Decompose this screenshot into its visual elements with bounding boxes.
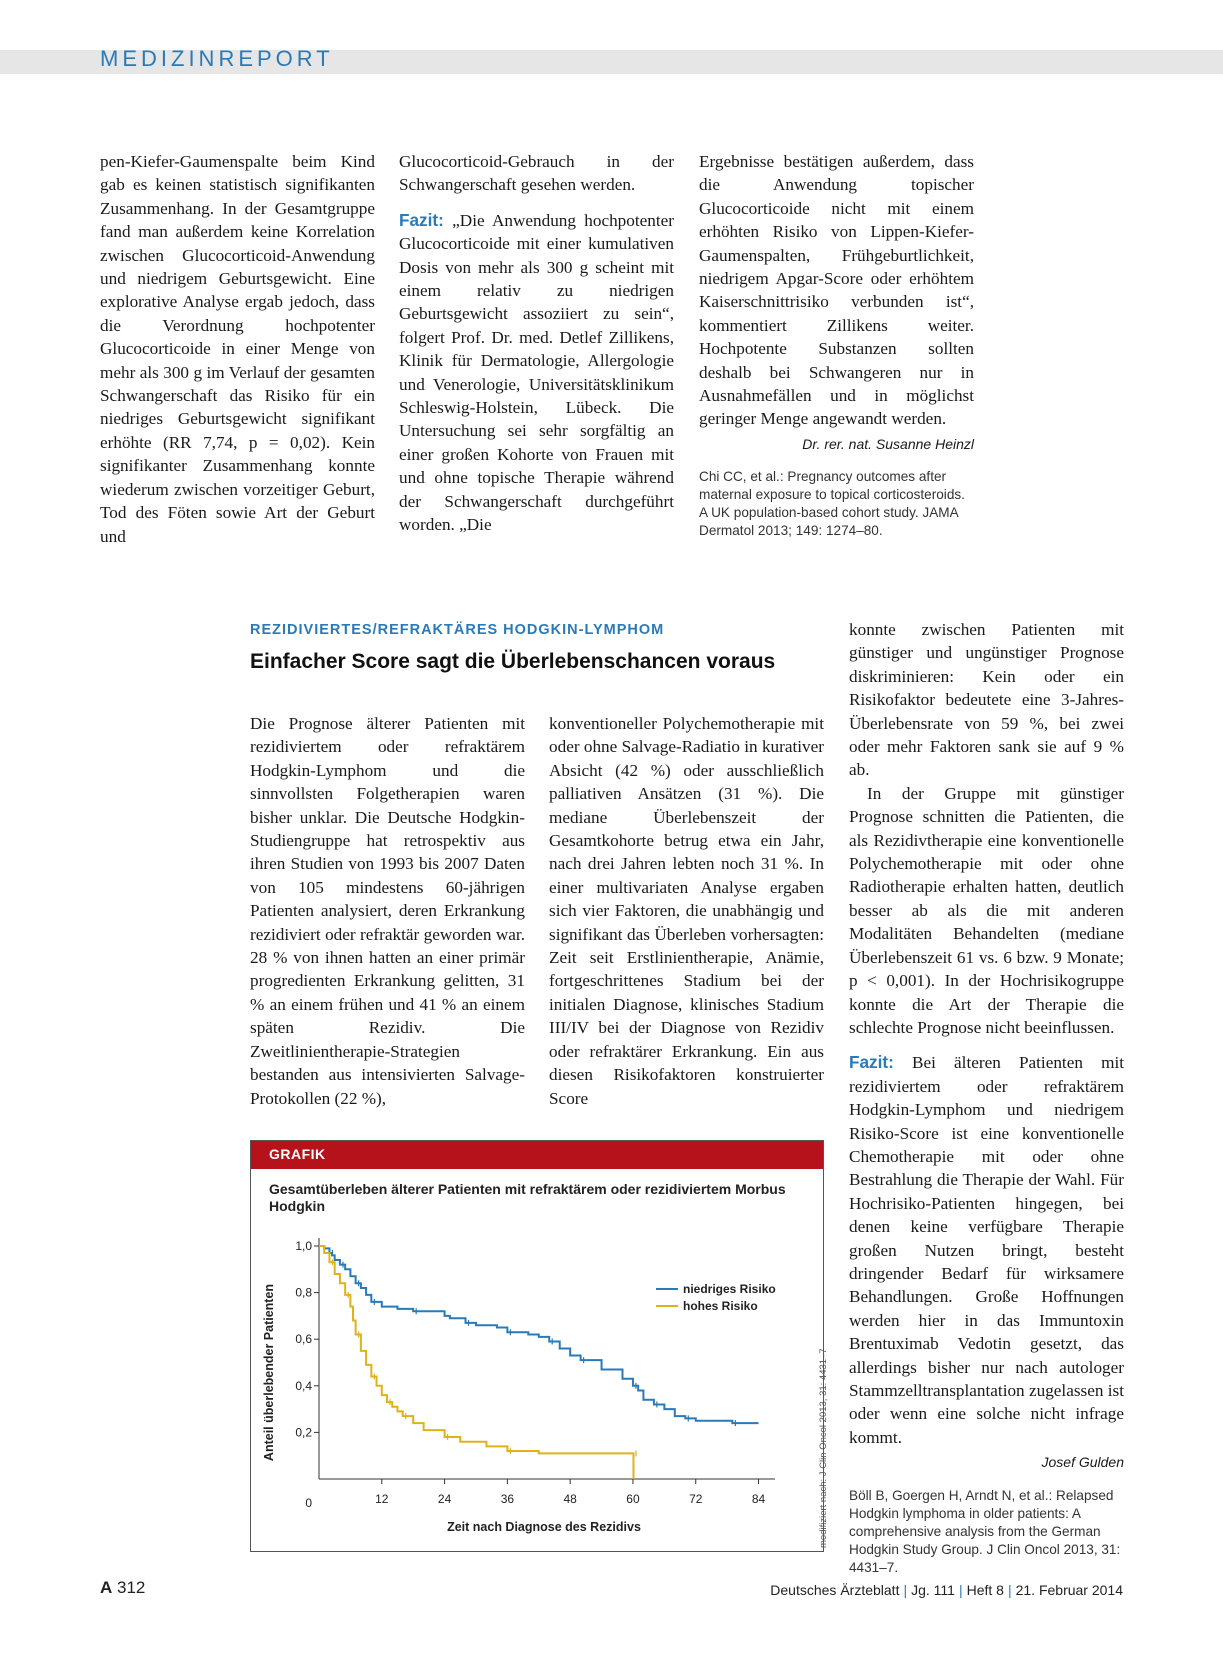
grafik-box xyxy=(250,1140,824,1552)
series-line-low-risk xyxy=(319,1246,759,1423)
article2-col3-text-2: In der Gruppe mit günstiger Prognose schnitten die Patienten, die als Rezidivtherapie eine konventionelle Polychemotherapie mit oder ohne Radiotherapie erhalten hatten, deutlich besser ab als die mit anderen Modalitäten Behandelten (mediane Überlebenszeit 61 vs. 6 bzw. 9 Monate; p < 0,001). In der Hochrisikogruppe konnte die Art der Therapie die schlechte Prognose nicht beeinflussen. xyxy=(849,783,1124,1037)
legend-label: niedriges Risiko xyxy=(683,1282,776,1296)
journal-info: Deutsches Ärzteblatt | Jg. 111 | Heft 8 | 21. Februar 2014 xyxy=(770,1582,1123,1598)
x-axis-label: Zeit nach Diagnose des Rezidivs xyxy=(447,1520,641,1534)
y-axis-label: Anteil überlebender Patienten xyxy=(262,1283,276,1462)
y-tick-label: 0 xyxy=(305,1496,312,1510)
article2-author: Josef Gulden xyxy=(1041,1454,1124,1471)
article1-col2-text-2: „Die Anwendung hochpotenter Glucocorticoide mit einer kumulativen Dosis von mehr als 300 g scheint mit einem relativ zu niedrigen Geburtsgewicht assoziiert zu sein“, folgert Prof. Dr. med. Detlef Zillikens, Klinik für Dermatologie, Allergologie und Venerologie, Universitätsklinikum Schleswig-Holstein, Lübeck. Die Untersuchung sei sehr sorgfältig an einer großen Kohorte von Frauen mit und ohne topische Therapie während der Schwangerschaft durchgeführt worden. „Die xyxy=(399,210,674,535)
x-tick-label: 48 xyxy=(563,1492,577,1506)
article2-col3-text-1: konnte zwischen Patienten mit günstiger und ungünstiger Prognose diskriminieren: Kein oder ein Risikofaktor bedeutete eine 3-Jahres-Überlebensrate von 59 %, bei zwei oder mehr Faktoren sank sie auf 9 % ab. xyxy=(849,620,1124,780)
journal-volume: Jg. 111 xyxy=(911,1582,955,1598)
y-tick-label: 1,0 xyxy=(295,1239,312,1253)
article2-col3-text-3: Bei älteren Patienten mit rezidiviertem oder refraktärem Hodgkin-Lymphom und niedrigem Risiko-Score ist eine konventionelle Chemotherapie mit oder ohne Bestrahlung die Therapie der Wahl. Für Hochrisiko-Patienten hingegen, bei denen keine verfügbare Therapie großen Nutzen bringt, besteht dringender Bedarf für wirksamere Behandlungen. Große Hoffnungen werden hier in das Immuntoxin Brentuximab Vedotin gesetzt, das allerdings bisher nur nach autologer Stammzelltransplantation zugelassen ist oder wenn eine solche nicht infrage kommt. xyxy=(849,1053,1124,1447)
journal-date: 21. Februar 2014 xyxy=(1015,1582,1123,1598)
page-number-value: 312 xyxy=(117,1578,146,1597)
section-title: MEDIZINREPORT xyxy=(100,46,334,71)
legend-label: hohes Risiko xyxy=(683,1299,758,1313)
page-prefix: A xyxy=(100,1578,113,1597)
y-tick-label: 0,4 xyxy=(295,1378,312,1393)
x-tick-label: 12 xyxy=(375,1492,389,1506)
article1-column-3 xyxy=(699,150,974,540)
x-tick-label: 24 xyxy=(437,1492,452,1506)
article2-col2-text: konventioneller Polychemotherapie mit oder ohne Salvage-Radiatio in kurativer Absicht (42 %) oder ausschließlich palliativen Ansätzen (31 %). Die mediane Überlebenszeit der Gesamtkohorte betrug etwa ein Jahr, nach drei Jahren lebten noch 31 %. In einer multivariaten Analyse ergaben sich vier Faktoren, die unabhängig und signifikant das Überleben vorhersagten: Zeit seit Erstlinientherapie, Anämie, fortgeschrittenes Stadium bei der initialen Diagnose, klinisches Stadium III/IV bei der Diagnose von Rezidiv oder refraktärer Erkrankung. Ein aus diesen Risikofaktoren konstruierter Score xyxy=(549,714,824,1108)
article1-column-1 xyxy=(100,150,375,548)
journal-issue: Heft 8 xyxy=(966,1582,1004,1598)
series-line-high-risk xyxy=(319,1246,633,1479)
survival-chart xyxy=(251,1141,823,1551)
article2-col1-text: Die Prognose älterer Patienten mit rezidiviertem oder refraktärem Hodgkin-Lymphom und die sinnvollsten Folgetherapien waren bisher unklar. Die Deutsche Hodgkin-Studiengruppe hat retrospektiv aus ihren Studien von 1993 bis 2007 Daten von 105 mindestens 60-jährigen Patienten analysiert, deren Erkrankung rezidiviert oder refraktär geworden war. 28 % von ihnen hatten an einer primär progredienten Erkrankung gelitten, 31 % an einem frühen und 41 % an einem späten Rezidiv. Die Zweitlinientherapie-Strategien bestanden aus intensivierten Salvage-Protokollen (22 %), xyxy=(250,714,525,1108)
article2-reference: Böll B, Goergen H, Arndt N, et al.: Relapsed Hodgkin lymphoma in older patients: A comprehensive analysis from the German Hodgkin Study Group. J Clin Oncol 2013, 31: 4431–7. xyxy=(849,1487,1121,1575)
x-tick-label: 36 xyxy=(500,1492,515,1506)
article2-column-3 xyxy=(849,618,1124,1577)
article1-author: Dr. rer. nat. Susanne Heinzl xyxy=(802,435,974,452)
article2-fazit-paragraph xyxy=(849,1051,1124,1449)
page-number xyxy=(100,1578,145,1598)
grafik-label: GRAFIK xyxy=(269,1146,326,1162)
article1-fazit-label: Fazit: xyxy=(399,209,444,230)
article2-headline: Einfacher Score sagt die Überlebenschancen voraus xyxy=(250,650,776,673)
x-tick-label: 84 xyxy=(751,1492,766,1506)
article1-col3-text: Ergebnisse bestätigen außerdem, dass die Anwendung topischer Glucocorticoide nicht mit einem erhöhten Risiko von Lippen-Kiefer-Gaumenspalten, Frühgeburtlichkeit, niedrigem Apgar-Score oder erhöhtem Kaiserschnittrisiko verbunden ist“, kommentiert Zillikens weiter. Hochpotente Substanzen sollten deshalb bei Schwangeren nur in Ausnahmefällen und in möglichst geringer Menge angewandt werden. xyxy=(699,152,974,429)
article2-fazit-label: Fazit: xyxy=(849,1052,894,1073)
article1-fazit-paragraph xyxy=(399,209,674,537)
x-tick-label: 60 xyxy=(626,1492,640,1506)
article2-column-1 xyxy=(250,712,525,1110)
article1-column-2 xyxy=(399,150,674,537)
article1-reference: Chi CC, et al.: Pregnancy outcomes after maternal exposure to topical corticosteroids. A UK population-based cohort study. JAMA Dermatol 2013; 149: 1274–80. xyxy=(699,469,965,539)
article1-col2-text-1: Glucocorticoid-Gebrauch in der Schwangerschaft gesehen werden. xyxy=(399,152,674,195)
y-tick-label: 0,8 xyxy=(295,1285,312,1300)
journal-name: Deutsches Ärzteblatt xyxy=(770,1582,900,1598)
article1-col1-text: pen-Kiefer-Gaumenspalte beim Kind gab es keinen statistisch signifikanten Zusammenhang. In der Gesamtgruppe fand man außerdem keine Korrelation zwischen Glucocorticoid-Anwendung und niedrigem Geburtsgewicht. Eine explorative Analyse ergab jedoch, dass die Verordnung hochpotenter Glucocorticoide in einer Menge von mehr als 300 g im Verlauf der gesamten Schwangerschaft das Risiko für ein niedriges Geburtsgewicht signifikant erhöhte (RR 7,74, p = 0,02). Kein signifikanter Zusammenhang konnte wiederum zwischen vorzeitiger Geburt, Tod des Föten sowie Art der Geburt und xyxy=(100,152,375,546)
article2-kicker: REZIDIVIERTES/REFRAKTÄRES HODGKIN-LYMPHOM xyxy=(250,622,665,638)
y-tick-label: 0,2 xyxy=(295,1425,312,1440)
grafik-credit: modifiziert nach: J Clin Oncol 2013, 31: 4431–7 xyxy=(818,1348,829,1548)
chart-title: Gesamtüberleben älterer Patienten mit refraktärem oder rezidiviertem Morbus Hodgkin xyxy=(269,1181,786,1214)
x-tick-label: 72 xyxy=(689,1492,703,1506)
article2-column-2 xyxy=(549,712,824,1110)
y-tick-label: 0,6 xyxy=(295,1332,312,1347)
